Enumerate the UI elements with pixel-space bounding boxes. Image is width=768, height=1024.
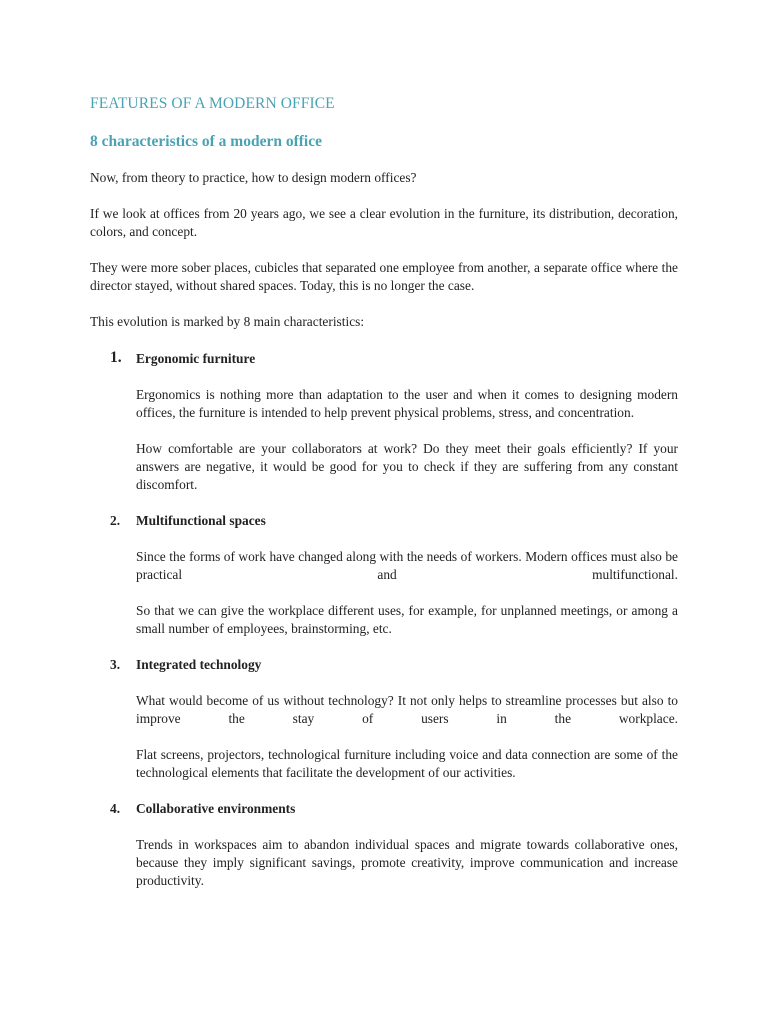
list-item-paragraph: What would become of us without technology? It not only helps to streamline processes but also to improve the stay of users in the workplace. (136, 693, 678, 726)
characteristics-list (90, 350, 678, 890)
list-item (90, 512, 678, 638)
intro-paragraph: This evolution is marked by 8 main characteristics: (90, 314, 365, 329)
list-item-paragraph: So that we can give the workplace different uses, for example, for unplanned meetings, or among a small number of employees, brainstorming, etc. (136, 603, 678, 636)
intro-paragraph: If we look at offices from 20 years ago, we see a clear evolution in the furniture, its distribution, decoration, colors, and concept. (90, 206, 678, 239)
list-item-paragraph: Since the forms of work have changed along with the needs of workers. Modern offices must also be practical and multifunctional. (136, 549, 678, 582)
list-item-paragraph: Ergonomics is nothing more than adaptation to the user and when it comes to designing modern offices, the furniture is intended to help prevent physical problems, stress, and concentration. (136, 387, 678, 420)
list-item-heading (110, 349, 678, 368)
list-item-paragraph: How comfortable are your collaborators at work? Do they meet their goals efficiently? If your answers are negative, it would be good for you to check if they are suffering from any constant discomfort. (136, 441, 678, 492)
list-item (90, 656, 678, 782)
list-item-number: 1. (110, 349, 122, 366)
list-item (90, 350, 678, 494)
list-item-paragraph: Trends in workspaces aim to abandon individual spaces and migrate towards collaborative ones, because they imply significant savings, promote creativity, improve communication and increase productivity. (136, 837, 678, 888)
list-item-title: Multifunctional spaces (136, 513, 266, 528)
document-title: FEATURES OF A MODERN OFFICE (90, 95, 335, 112)
list-item-number: 2. (110, 513, 121, 528)
list-item-number: 4. (110, 801, 121, 816)
document-subtitle: 8 characteristics of a modern office (90, 133, 322, 150)
list-item (90, 800, 678, 890)
list-item-heading (110, 656, 678, 674)
list-item-number: 3. (110, 657, 121, 672)
list-item-title: Collaborative environments (136, 801, 296, 816)
list-item-heading (110, 800, 678, 818)
intro-paragraph: Now, from theory to practice, how to design modern offices? (90, 170, 417, 185)
list-item-title: Integrated technology (136, 657, 262, 672)
intro-paragraph: They were more sober places, cubicles that separated one employee from another, a separate office where the director stayed, without shared spaces. Today, this is no longer the case. (90, 260, 678, 293)
list-item-paragraph: Flat screens, projectors, technological furniture including voice and data connection are some of the technological elements that facilitate the development of our activities. (136, 747, 678, 780)
list-item-title: Ergonomic furniture (136, 351, 256, 366)
list-item-heading (110, 512, 678, 530)
